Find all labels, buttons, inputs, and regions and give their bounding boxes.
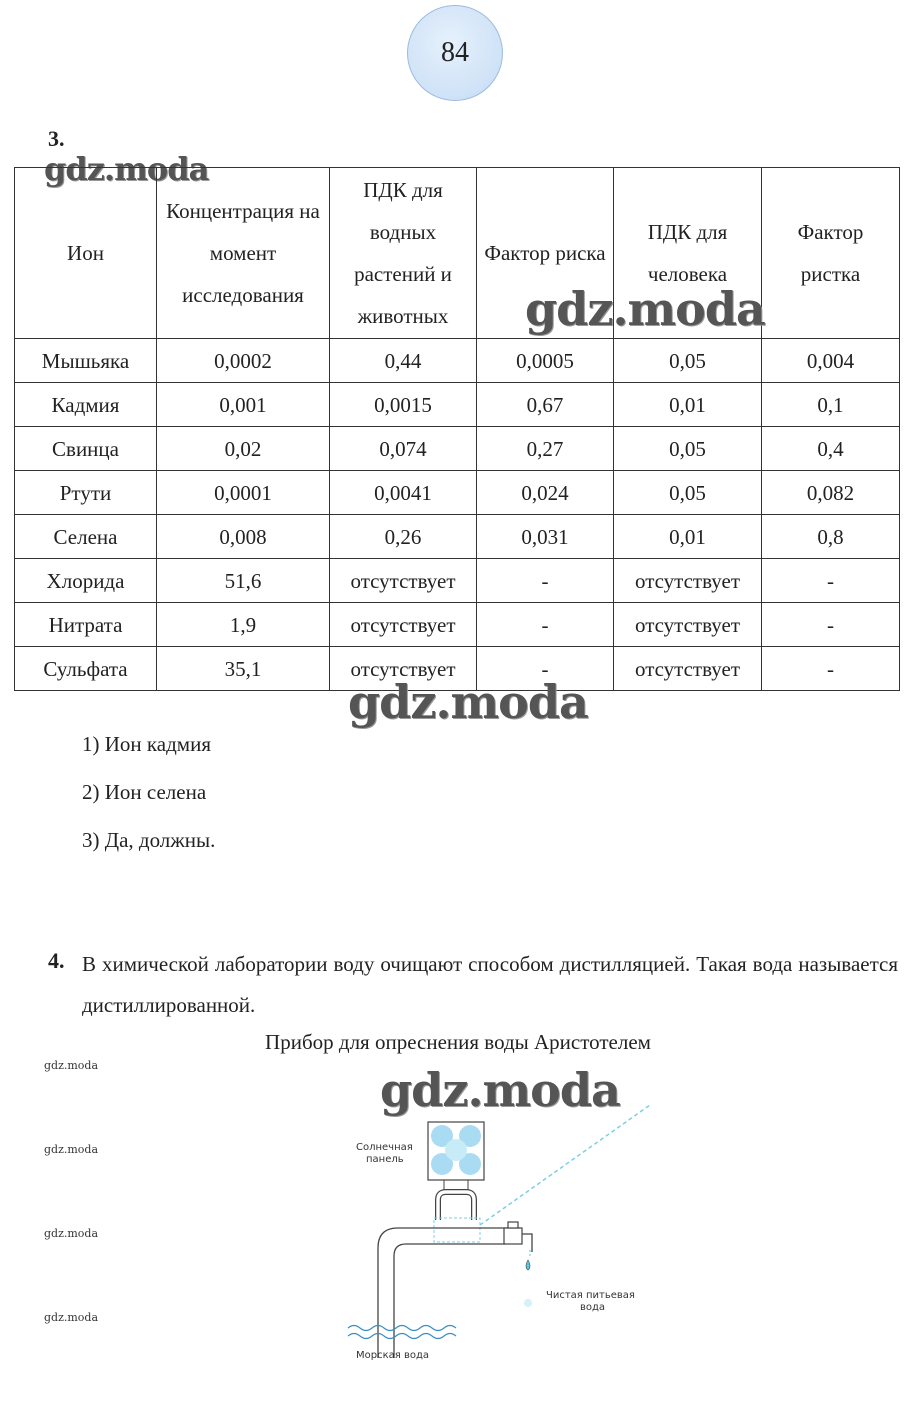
table-cell: 0,0005 [477, 339, 614, 383]
table-cell: 0,074 [330, 427, 477, 471]
table-cell: 0,0015 [330, 383, 477, 427]
table-cell: 0,44 [330, 339, 477, 383]
solar-panel-icon [428, 1122, 484, 1180]
table-cell: 0,0002 [157, 339, 330, 383]
table-cell: 0,0041 [330, 471, 477, 515]
table-cell: - [762, 559, 900, 603]
table-cell: 0,05 [614, 339, 762, 383]
answers-list [82, 732, 215, 876]
table-cell: 0,05 [614, 427, 762, 471]
table-cell: 0,01 [614, 383, 762, 427]
table-cell: отсутствует [614, 647, 762, 691]
ion-table [14, 167, 900, 691]
table-cell: 0,26 [330, 515, 477, 559]
table-row [15, 515, 900, 559]
watermark: gdz.moda [44, 1227, 99, 1240]
header-risk-factor-2: Фактор ристка [762, 168, 900, 339]
page-number: 84 [441, 37, 469, 68]
table-cell: 0,1 [762, 383, 900, 427]
solar-panel-label: панель [366, 1154, 404, 1165]
answer-item: 2) Ион селена [82, 780, 207, 804]
table-cell: Хлорида [15, 559, 157, 603]
header-risk-factor: Фактор риска [477, 168, 614, 339]
table-cell: - [477, 559, 614, 603]
table-cell: 0,082 [762, 471, 900, 515]
watermark: gdz.moda [525, 282, 765, 336]
table-cell: - [762, 603, 900, 647]
table-cell: Кадмия [15, 383, 157, 427]
table-cell: Селена [15, 515, 157, 559]
table-cell: Ртути [15, 471, 157, 515]
table-row [15, 603, 900, 647]
table-row [15, 383, 900, 427]
table-header-row [15, 168, 900, 339]
sea-water-label: Морская вода [356, 1350, 430, 1361]
desalination-diagram [340, 1100, 660, 1370]
watermark: gdz.moda [44, 150, 209, 188]
table-cell: 0,4 [762, 427, 900, 471]
table-cell: отсутствует [330, 559, 477, 603]
table-cell: - [477, 603, 614, 647]
page-number-badge [407, 5, 503, 101]
table-cell: 0,01 [614, 515, 762, 559]
table-row [15, 471, 900, 515]
dashed-line [480, 1105, 650, 1225]
table-cell: 0,8 [762, 515, 900, 559]
answer-item: 3) Да, должны. [82, 828, 216, 852]
table-cell: - [762, 647, 900, 691]
table-cell: 0,001 [157, 383, 330, 427]
table-row [15, 559, 900, 603]
header-pdk-human: ПДК для человека [614, 168, 762, 339]
watermark: gdz.moda [44, 1143, 99, 1156]
table-cell: отсутствует [614, 559, 762, 603]
diagram-caption: Прибор для опреснения воды Аристотелем [265, 1030, 651, 1054]
header-pdk-animals: ПДК для водных растений и животных [330, 168, 477, 339]
water-drop-icon [524, 1299, 532, 1307]
answer-item: 1) Ион кадмия [82, 732, 211, 756]
clean-water-label: вода [580, 1302, 606, 1313]
table-cell: 0,02 [157, 427, 330, 471]
table-cell: отсутствует [614, 603, 762, 647]
table-cell: 51,6 [157, 559, 330, 603]
table-cell: 0,0001 [157, 471, 330, 515]
table-cell: отсутствует [330, 603, 477, 647]
table-cell: 0,031 [477, 515, 614, 559]
table-cell: Сульфата [15, 647, 157, 691]
table-cell: 0,008 [157, 515, 330, 559]
task-4-number: 4. [48, 948, 65, 973]
watermark: gdz.moda [44, 1059, 99, 1072]
sea-waves-icon [348, 1326, 456, 1339]
table-cell: Свинца [15, 427, 157, 471]
table-cell: 0,024 [477, 471, 614, 515]
table-row [15, 427, 900, 471]
table-cell: 1,9 [157, 603, 330, 647]
table-cell: отсутствует [330, 647, 477, 691]
header-ion: Ион [15, 168, 157, 339]
solar-panel-label: Солнечная [356, 1142, 413, 1153]
table-cell: 0,27 [477, 427, 614, 471]
table-row [15, 339, 900, 383]
table-cell: Мышьяка [15, 339, 157, 383]
table-cell: 0,05 [614, 471, 762, 515]
table-cell: 0,004 [762, 339, 900, 383]
tap-icon [504, 1222, 532, 1270]
table-cell: 35,1 [157, 647, 330, 691]
task-3-number: 3. [48, 126, 65, 151]
watermark: gdz.moda [380, 1063, 620, 1117]
table-cell: - [477, 647, 614, 691]
header-concentration: Концентрация на момент исследования [157, 168, 330, 339]
watermark: gdz.moda [348, 675, 588, 729]
task-4-text: В химической лаборатории воду очищают способом дистилляцией. Такая вода называется дистиллированной. [82, 952, 898, 1017]
table-cell: 0,67 [477, 383, 614, 427]
watermark: gdz.moda [44, 1311, 99, 1324]
table-cell: Нитрата [15, 603, 157, 647]
clean-water-label: Чистая питьевая [546, 1290, 635, 1301]
